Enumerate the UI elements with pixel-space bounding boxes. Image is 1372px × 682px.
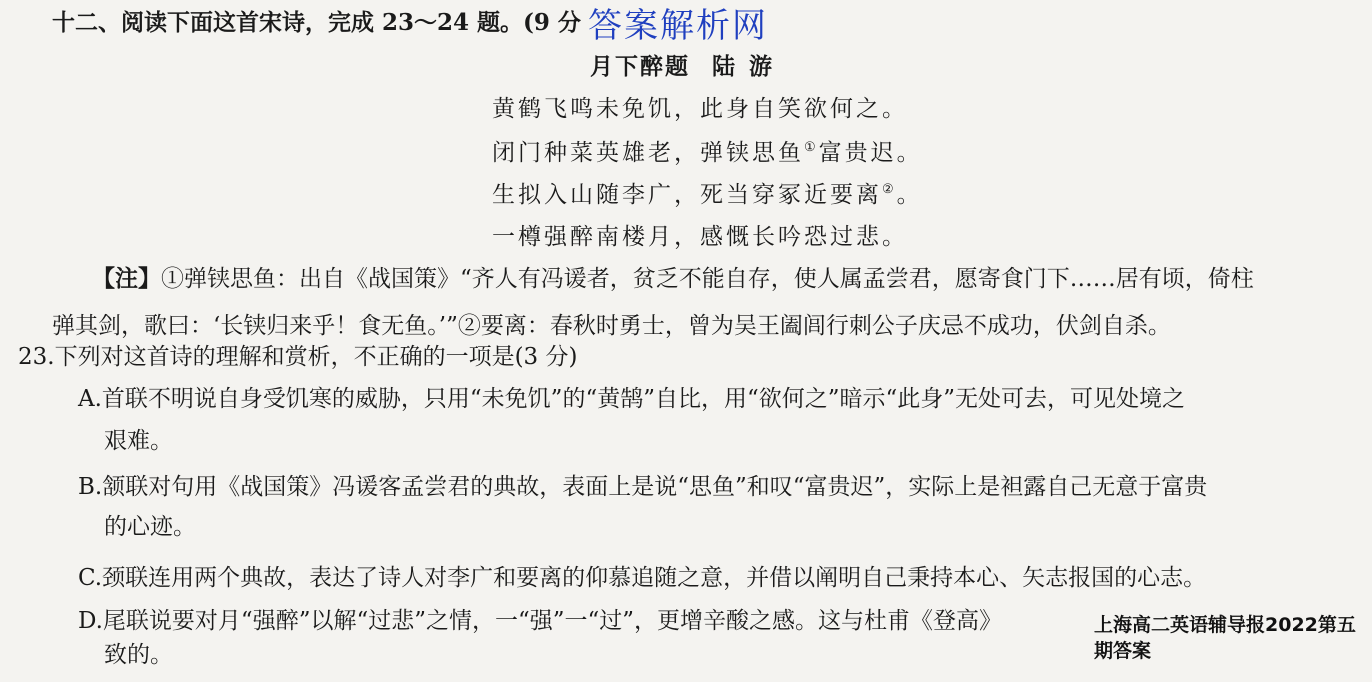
- option-a: A.首联不明说自身受饥寒的威胁，只用“未免饥”的“黄鹄”自比，用“欲何之”暗示“此身”无处可去，可见处境之: [78, 386, 1185, 412]
- note-line-2: 弹其剑，歌曰：‘长铗归来乎！食无鱼。’”②要离：春秋时勇士，曾为吴王阖闾行刺公子庆忌不成功，伏剑自杀。: [52, 313, 1171, 339]
- poem-line-4: 一樽强醉南楼月，感慨长吟恐过悲。: [492, 224, 908, 250]
- poem-line-2-text: 闭门种菜英雄老，弹铗思鱼: [492, 140, 804, 166]
- footnote-mark-2: ②: [882, 182, 897, 197]
- section-heading: 十二、阅读下面这首宋诗，完成 23～24 题。(9 分: [52, 9, 581, 36]
- poem-author: 陆游: [712, 53, 786, 80]
- poem-line-1: 黄鹤飞鸣未免饥，此身自笑欲何之。: [492, 96, 908, 122]
- poem-line-2-end: 富贵迟。: [818, 140, 923, 166]
- option-b: B.颔联对句用《战国策》冯谖客孟尝君的典故，表面上是说“思鱼”和叹“富贵迟”，实际上是袒露自己无意于富贵: [78, 474, 1208, 500]
- source-footer: 上海高二英语辅导报2022第五期答案: [1094, 612, 1372, 664]
- poem-title-line: [590, 52, 786, 82]
- option-a-cont: 艰难。: [104, 428, 173, 454]
- note-line-1: [92, 264, 1254, 294]
- footnote-mark-1: ①: [804, 140, 819, 155]
- question-stem: 23.下列对这首诗的理解和赏析，不正确的一项是(3 分): [18, 344, 578, 370]
- option-d: D.尾联说要对月“强醉”以解“过悲”之情，一“强”一“过”，更增辛酸之感。这与杜甫《登高》: [78, 608, 1002, 634]
- poem-line-2: [492, 138, 923, 168]
- option-d-cont: 致的。: [104, 642, 173, 668]
- note-text-1: ①弹铗思鱼：出自《战国策》“齐人有冯谖者，贫乏不能自存，使人属孟尝君，愿寄食门下……居有顷，倚柱: [161, 266, 1254, 292]
- poem-line-3-text: 生拟入山随李广，死当穿冢近要离: [492, 182, 882, 208]
- poem-line-3-end: 。: [896, 182, 923, 208]
- watermark-text: 答案解析网: [588, 6, 768, 46]
- option-c: C.颈联连用两个典故，表达了诗人对李广和要离的仰慕追随之意，并借以阐明自己秉持本心、矢志报国的心志。: [78, 565, 1207, 591]
- poem-line-3: [492, 180, 923, 210]
- option-b-cont: 的心迹。: [104, 514, 196, 540]
- poem-title: 月下醉题: [590, 53, 690, 80]
- note-label: 【注】: [92, 265, 161, 292]
